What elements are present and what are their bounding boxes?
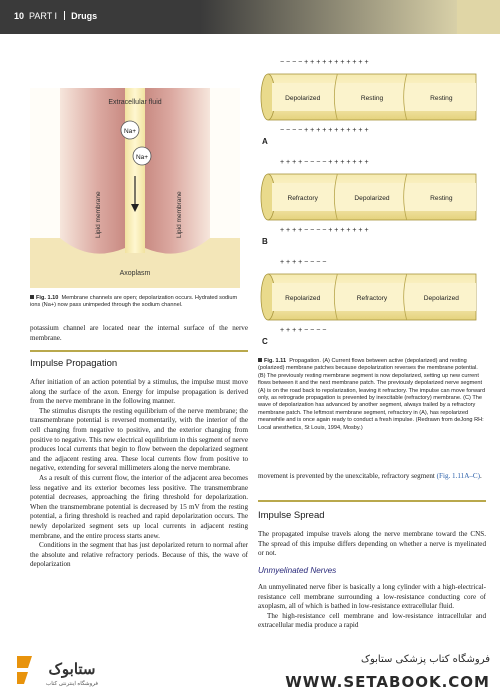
watermark-site: WWW.SETABOOK.COM [285,673,490,691]
segment-label: Depolarized [423,295,459,302]
figure-1-11-caption: Fig. 1.11 Propagation. (A) Current flows between active (depolarized) and resting (polarized) membrane patches because depolarization reverses the membrane potential. (B) The previously resting membrane segment is now depolarized, setting up new current flows between it and the next membrane patch. The previously depolarized nerve segment (A) is on the road back to repolarization, leaving it refractory. The impulse can move forward only, as retrograde propagation is prevented by inexcitable (refractory) membrane. (C) The wave of depolarization has advanced by another segment, always trailed by a refractory membrane patch. The leftmost membrane segment, refractory in (A), has repolarized meanwhile and is once again ready to conduct a fresh impulse. (Redrawn from deJong RH: Local anesthetics, St Louis, 1994, Mosby.) [258,358,486,431]
segment-label: Repolarized [285,295,321,302]
left-column-intro: potassium channel are located near the internal surface of the nerve membrane. [30,324,248,342]
setabook-logo [14,650,110,690]
impulse-spread-heading: Impulse Spread [258,510,325,521]
figure-1-11 [258,52,486,354]
panel-letter: A [262,137,268,146]
panel-letter: B [262,237,268,246]
part-label: PART I [29,11,58,21]
logo-text: ستابوک [48,661,96,678]
membrane-right-label: Lipid membrane [176,191,183,238]
segment-label: Resting [430,195,453,202]
left-column-body: After initiation of an action potential by a stimulus, the impulse must move along the surface of the axon. Energy for impulse propagation is derived from the nerve membrane in the following manner. The stimulus disrupts the resting equilibrium of the nerve membrane; the transmembrane potential is reversed momentarily, with the interior of the cell changing from negative to positive, and the exterior changing from positive to negative. This new electrical equilibrium in this segment of nerve produces local currents that begin to flow between the depolarized segment and the adjacent resting area. These local currents flow from positive to negative, extending for several millimeters along the nerve membrane. As a result of this current flow, the interior of the adjacent area becomes less negative and its exterior becomes less positive. The transmembrane potential decreases, approaching the firing threshold for depolarization. When the transmembrane potential is decreased by 15 mV from the resting potential, a firing threshold is reached and rapid depolarization occurs. The newly depolarized segment sets up local currents in adjacent resting membrane, and the entire process starts anew. Conditions in the segment that has just depolarized return to normal after the absolute and relative refractory periods. Because of this, the wave of depolarization [30,378,248,569]
running-head [14,11,97,21]
segment-label: Depolarized [354,195,390,202]
axoplasm-label: Axoplasm [119,270,151,277]
panel-a [261,59,476,146]
figure-reference-link[interactable]: (Fig. 1.11A–C) [436,472,480,480]
segment-label: Depolarized [285,95,321,102]
charge-signs-bottom: + + + + − − − − [280,327,327,334]
segment-label: Resting [360,95,384,102]
sodium-ion-1-label: Na+ [123,128,137,135]
right-column-body-1: The propagated impulse travels along the nerve membrane toward the CNS. The spread of this impulse differs depending on whether a nerve is myelinated or not. [258,530,486,558]
charge-signs-top: + + + + − − − − + + + + + + + [280,159,369,166]
sodium-ion-2-label: Na+ [135,154,149,161]
impulse-propagation-heading: Impulse Propagation [30,358,118,369]
membrane-left-label: Lipid membrane [95,191,102,238]
charge-signs-top: − − − − + + + + + + + + + + + [280,59,369,66]
section-rule-2 [258,500,486,502]
segment-label: Refractory [287,195,318,202]
right-column-body-2: An unmyelinated nerve fiber is basically a long cylinder with a high-electrical-resistance cell membrane surrounding a low-resistance conducting core of axoplasm, all of which is bathed in low-resistance extracellular fluid. The high-resistance cell membrane and low-resistance intracellular and extracellular media produce a rapid [258,583,486,630]
page-number: 10 [14,11,25,21]
charge-signs-top: + + + + − − − − [280,259,327,266]
watermark-tagline: فروشگاه کتاب پزشکی ستابوک [361,654,490,665]
page-header [0,0,500,34]
segment-label: Refractory [356,295,388,302]
charge-signs-bottom: + + + + − − − − + + + + + + + [280,227,369,234]
segment-label: Resting [430,95,453,102]
logo-subtext: فروشگاه اینترنتی کتاب [46,681,98,687]
right-column-continuation: movement is prevented by the unexcitable, refractory segment (Fig. 1.11A–C). [258,472,482,480]
panel-letter: C [262,337,268,346]
panel-c [261,259,476,346]
chapter-label: Drugs [71,11,98,21]
figure-1-10-caption: Fig. 1.10 Membrane channels are open; depolarization occurs. Hydrated sodium ions (Na+) now pass unimpeded through the sodium channel. [30,295,238,309]
unmyelinated-heading: Unmyelinated Nerves [258,566,337,575]
figure-1-10 [30,88,240,288]
panel-b [261,159,476,246]
charge-signs-bottom: − − − − + + + + + + + + + + + [280,127,369,134]
extracellular-label: Extracellular fluid [108,99,162,106]
section-rule [30,350,248,352]
